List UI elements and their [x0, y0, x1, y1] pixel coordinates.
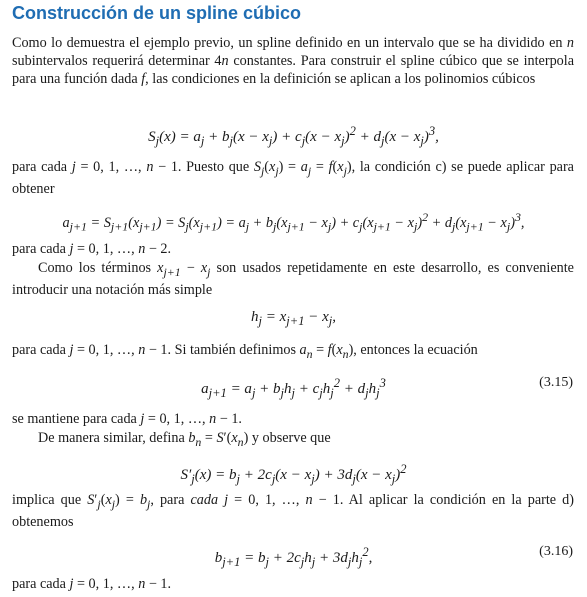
- equation-spline-def: $S_j(x) = a_j + b_j(x - x_j) + c_j(x - x_j)^2 + d_j(x - x_j)^3$,: [148, 124, 439, 148]
- equation-number-3-16: (3.16): [539, 544, 573, 559]
- paragraph-notation: Como los términos $x_{j+1} - x_j$ son usados repetidamente en este desarrollo, es conveniente introducir una notación más simple: [12, 260, 574, 298]
- paragraph-intro: Como lo demuestra el ejemplo previo, un spline definido en un intervalo que se ha dividido en n subintervalos requerirá determinar 4n constantes. Para construir el spline cúbico que se interpola para una función dada f, las condiciones en la definición se aplican a los polinomios cúbicos: [12, 35, 574, 87]
- paragraph-condition-c: para cada j = 0, 1, …, n − 1. Puesto que $S_j(x_j) = a_j = f(x_j)$, la condición c) se puede aplicar para obtener: [12, 159, 574, 197]
- equation-3-16: $b_{j+1} = b_j + 2c_jh_j + 3d_jh_j^2$,: [214, 545, 373, 569]
- paragraph-range-n-2: para cada j = 0, 1, …, n − 2.: [12, 241, 172, 257]
- paragraph-holds: se mantiene para cada j = 0, 1, …, n − 1.: [12, 411, 242, 427]
- paragraph-define-bn: De manera similar, defina $b_n = S'(x_n)$ y observe que: [38, 430, 331, 449]
- section-title: Construcción de un spline cúbico: [12, 3, 302, 23]
- equation-3-15: $a_{j+1} = a_j + b_jh_j + c_jh_j^2 + d_jh_j^3$: [201, 376, 386, 400]
- paragraph-define-an: para cada j = 0, 1, …, n − 1. Si también definimos $a_n = f(x_n)$, entonces la ecuación: [12, 342, 478, 361]
- equation-a-recursion: $a_{j+1} = S_{j+1}(x_{j+1}) = S_j(x_{j+1}) = a_j + b_j(x_{j+1} - x_j) + c_j(x_{j+1} - x_j)^2 + d_j(x_{j+1} - x_j)^3$,: [62, 210, 525, 234]
- paragraph-condition-d: implica que $S'_j(x_j) = b_j$, para cada j = 0, 1, …, n − 1. Al aplicar la condición en la parte d) obtenemos: [12, 492, 574, 530]
- equation-number-3-15: (3.15): [539, 375, 573, 390]
- equation-derivative: $S'_j(x) = b_j + 2c_j(x - x_j) + 3d_j(x - x_j)^2$: [180, 462, 407, 486]
- paragraph-final-range: para cada j = 0, 1, …, n − 1.: [12, 576, 172, 592]
- equation-h-def: $h_j = x_{j+1} - x_j$,: [251, 309, 336, 328]
